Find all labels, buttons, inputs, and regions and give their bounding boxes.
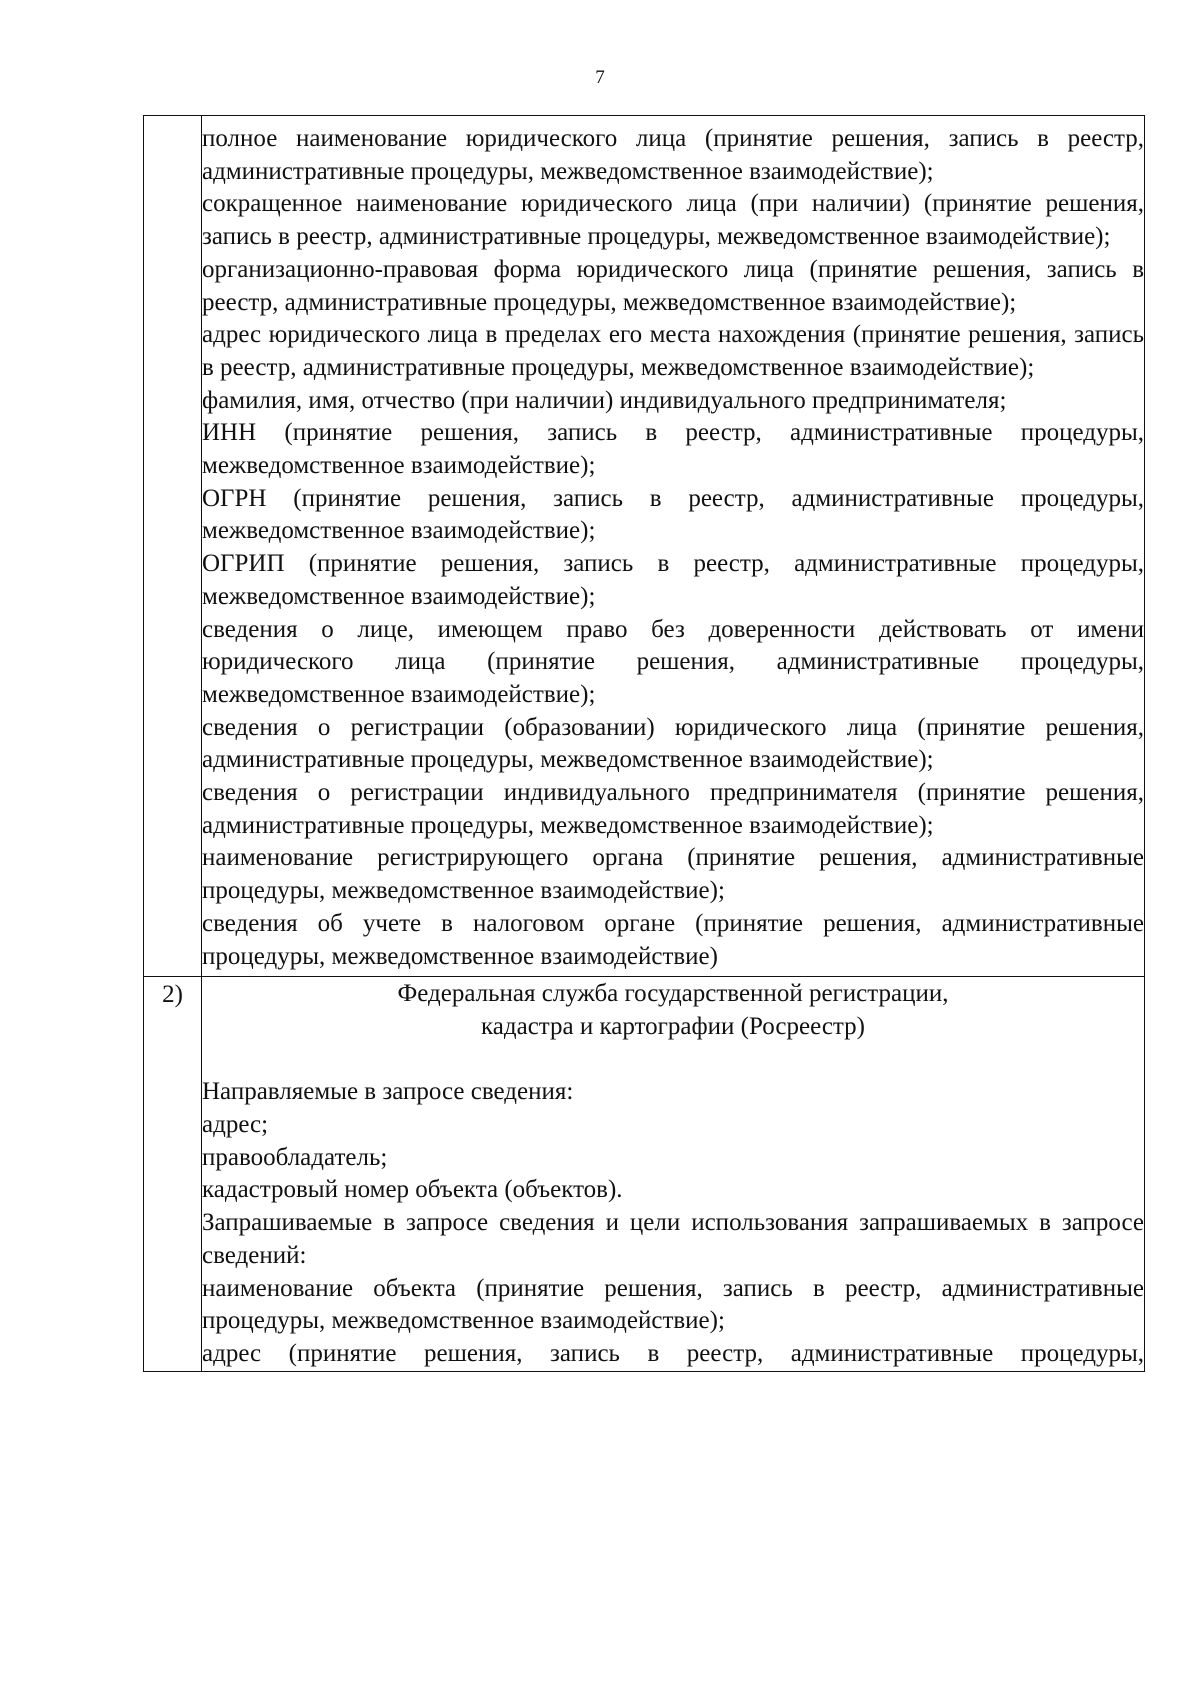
- table-row: [144, 977, 1145, 1371]
- list-item: ИНН (принятие решения, запись в реестр, административные процедуры, межведомственное взаимодействие);: [202, 419, 1144, 480]
- list-item: сокращенное наименование юридического лица (при наличии) (принятие решения, запись в реестр, административные процедуры, межведомственное взаимодействие);: [202, 190, 1144, 251]
- list-item: адрес юридического лица в пределах его места нахождения (принятие решения, запись в реестр, административные процедуры, межведомственное взаимодействие);: [202, 321, 1144, 381]
- list-item: наименование регистрирующего органа (принятие решения, административные процедуры, межведомственное взаимодействие);: [202, 844, 1144, 905]
- list-item: ОГРИП (принятие решения, запись в реестр, административные процедуры, межведомственное взаимодействие);: [202, 550, 1144, 610]
- list-item: правообладатель;: [202, 1143, 388, 1171]
- agency-title-line-2: кадастра и картографии (Росреестр): [481, 1012, 865, 1040]
- sent-info-heading: Направляемые в запросе сведения:: [202, 1078, 574, 1106]
- requests-table: [143, 115, 1145, 1372]
- list-item: адрес (принятие решения, запись в реестр, административные процедуры,: [202, 1340, 1144, 1367]
- agency-title-line-1: Федеральная служба государственной регистрации,: [397, 980, 949, 1008]
- list-item: ОГРН (принятие решения, запись в реестр, административные процедуры, межведомственное взаимодействие);: [202, 484, 1144, 545]
- list-item: сведения о регистрации (образовании) юридического лица (принятие решения, административные процедуры, межведомственное взаимодействие);: [202, 713, 1144, 774]
- list-item: адрес;: [202, 1111, 269, 1139]
- list-item: сведения о регистрации индивидуального предпринимателя (принятие решения, административные процедуры, межведомственное взаимодействие);: [202, 779, 1144, 839]
- list-item: полное наименование юридического лица (принятие решения, запись в реестр, административные процедуры, межведомственное взаимодействие);: [202, 125, 1144, 185]
- list-item: фамилия, имя, отчество (при наличии) индивидуального предпринимателя;: [202, 386, 1007, 414]
- list-item: сведения об учете в налоговом органе (принятие решения, административные процедуры, межведомственное взаимодействие): [202, 909, 1144, 970]
- list-item: наименование объекта (принятие решения, запись в реестр, административные процедуры, межведомственное взаимодействие);: [202, 1274, 1144, 1335]
- list-item: кадастровый номер объекта (объектов).: [202, 1176, 623, 1204]
- row-content-cell: [202, 977, 1145, 1371]
- page-number: 7: [595, 67, 605, 88]
- row-number-cell: 2): [144, 977, 202, 1371]
- table-row: [144, 116, 1145, 977]
- requested-info-heading: Запрашиваемые в запросе сведения и цели использования запрашиваемых в запросе сведений:: [202, 1209, 1144, 1269]
- list-item: организационно-правовая форма юридического лица (принятие решения, запись в реестр, административные процедуры, межведомственное взаимодействие);: [202, 255, 1144, 316]
- row-content-cell: [202, 116, 1145, 977]
- row-number-cell: [144, 116, 202, 977]
- spacer: [202, 1044, 1144, 1077]
- list-item: сведения о лице, имеющем право без доверенности действовать от имени юридического лица (принятие решения, административные процедуры, межведомственное взаимодействие);: [202, 615, 1144, 708]
